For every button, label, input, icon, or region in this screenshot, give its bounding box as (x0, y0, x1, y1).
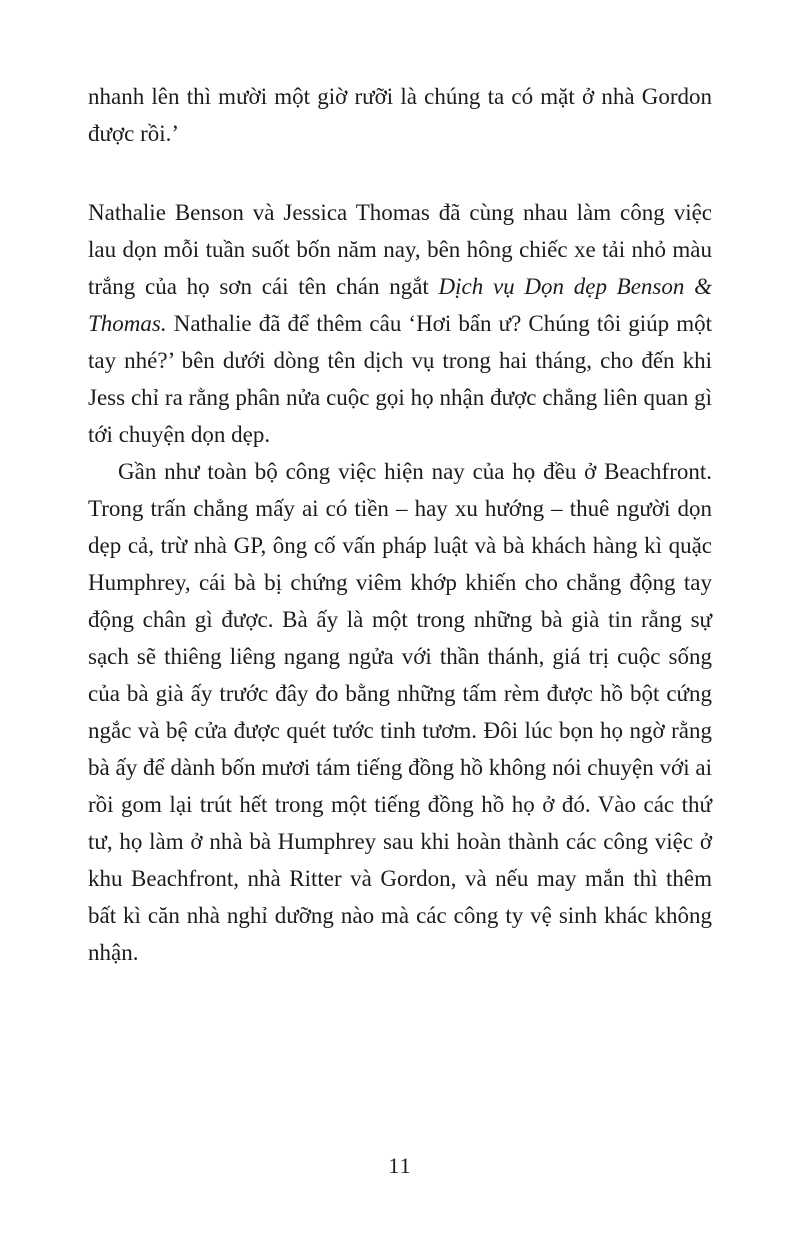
page-number: 11 (388, 1153, 412, 1178)
paragraph-text-before-title: Nathalie Benson và Jessica Thomas đã cùng nhau làm công việc lau dọn mỗi tuần suốt bốn năm nay, bên hông chiếc xe tải nhỏ màu trắng của họ sơn cái tên chán ngắt (88, 200, 712, 299)
paragraph-continuation: nhanh lên thì mười một giờ rưỡi là chúng ta có mặt ở nhà Gordon được rồi.’ (88, 84, 712, 146)
paragraph-benson-thomas (88, 194, 712, 453)
paragraph-beachfront: Gần như toàn bộ công việc hiện nay của họ đều ở Beachfront. Trong trấn chẳng mấy ai có tiền – hay xu hướng – thuê người dọn dẹp cả, trừ nhà GP, ông cố vấn pháp luật và bà khách hàng kì quặc Humphrey, cái bà bị chứng viêm khớp khiến cho chẳng động tay động chân gì được. Bà ấy là một trong những bà già tin rằng sự sạch sẽ thiêng liêng ngang ngửa với thần thánh, giá trị cuộc sống của bà già ấy trước đây đo bằng những tấm rèm được hồ bột cứng ngắc và bệ cửa được quét tước tinh tươm. Đôi lúc bọn họ ngờ rằng bà ấy để dành bốn mươi tám tiếng đồng hồ không nói chuyện với ai rồi gom lại trút hết trong một tiếng đồng hồ họ ở đó. Vào các thứ tư, họ làm ở nhà bà Humphrey sau khi hoàn thành các công việc ở khu Beachfront, nhà Ritter và Gordon, và nếu may mắn thì thêm bất kì căn nhà nghỉ dưỡng nào mà các công ty vệ sinh khác không nhận. (88, 459, 712, 965)
cleaning-service-name-italic: Dịch vụ Dọn dẹp Benson & Thomas. (88, 274, 712, 336)
text-block (88, 78, 712, 971)
paragraph-text-after-title: Nathalie đã để thêm câu ‘Hơi bẩn ư? Chúng tôi giúp một tay nhé?’ bên dưới dòng tên dịch vụ trong hai tháng, cho đến khi Jess chỉ ra rằng phân nửa cuộc gọi họ nhận được chẳng liên quan gì tới chuyện dọn dẹp. (88, 311, 712, 447)
